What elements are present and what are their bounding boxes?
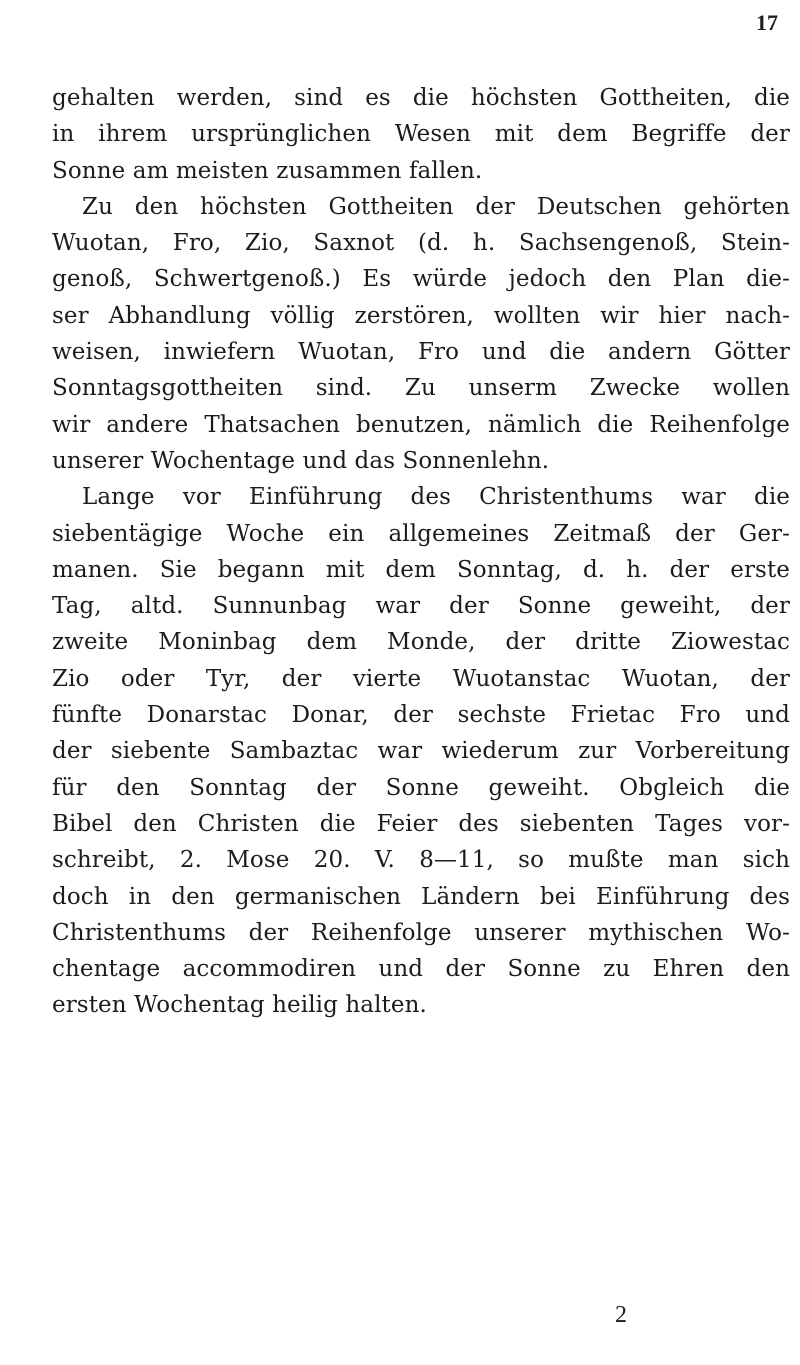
text-line: Zu den höchsten Gottheiten der Deutschen gehörten (82, 193, 790, 220)
text-line: Wuotan, Fro, Zio, Saxnot (d. h. Sachsengenoß, Stein- (52, 230, 790, 257)
text-line: zweite Moninbag dem Monde, der dritte Ziowestac (52, 629, 790, 656)
text-line: gehalten werden, sind es die höchsten Gottheiten, die (52, 85, 790, 111)
body-text (52, 80, 790, 1024)
text-line: Zio oder Tyr, der vierte Wuotanstac Wuotan, der (52, 665, 790, 692)
signature-mark (0, 1302, 800, 1342)
text-line: für den Sonntag der Sonne geweiht. Obgleich die (52, 774, 790, 801)
text-line: siebentägige Woche ein allgemeines Zeitmaß der Ger- (52, 520, 790, 547)
text-line: chentage accommodiren und der Sonne zu Ehren den (52, 956, 790, 983)
text-line: weisen, inwiefern Wuotan, Fro und die andern Götter (52, 339, 790, 366)
text-line: Lange vor Einführung des Christenthums war die (82, 484, 790, 511)
signature-number: 2 (615, 1302, 627, 1328)
text-line: manen. Sie begann mit dem Sonntag, d. h. der erste (52, 556, 790, 583)
text-line: Sonntagsgottheiten sind. Zu unserm Zwecke wollen (52, 375, 790, 402)
text-line: in ihrem ursprünglichen Wesen mit dem Begriffe der (52, 121, 790, 148)
text-line: wir andere Thatsachen benutzen, nämlich die Reihenfolge (52, 411, 790, 438)
text-line: genoß, Schwertgenoß.) Es würde jedoch den Plan die- (52, 266, 790, 293)
text-line: Christenthums der Reihenfolge unserer mythischen Wo- (52, 919, 790, 946)
text-line: Tag, altd. Sunnunbag war der Sonne geweiht, der (52, 593, 790, 620)
text-line: Sonne am meisten zusammen fallen. (52, 157, 483, 184)
text-line: Bibel den Christen die Feier des siebenten Tages vor- (52, 810, 790, 837)
text-line: doch in den germanischen Ländern bei Einführung des (52, 883, 790, 910)
text-line: der siebente Sambaztac war wiederum zur Vorbereitung (52, 738, 790, 765)
text-line: ser Abhandlung völlig zerstören, wollten wir hier nach- (52, 302, 790, 329)
page-number: 17 (756, 10, 778, 35)
text-line: unserer Wochentage und das Sonnenlehn. (52, 447, 550, 474)
text-line: ersten Wochentag heilig halten. (52, 992, 427, 1019)
text-line: schreibt, 2. Mose 20. V. 8—11, so mußte man sich (52, 847, 790, 874)
text-line: fünfte Donarstac Donar, der sechste Frietac Fro und (52, 702, 790, 729)
